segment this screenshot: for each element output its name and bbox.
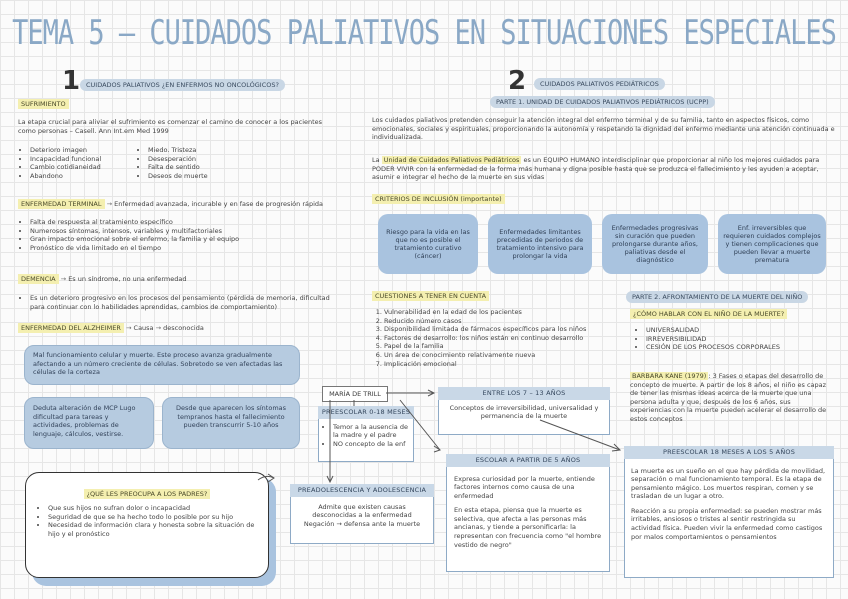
preescolar-18-5-title: PREESCOLAR 18 MESES A LOS 5 AÑOS	[624, 446, 834, 459]
demencia-label: DEMENCIA	[18, 274, 59, 284]
demencia-text: Es un síndrome, no una enfermedad	[68, 275, 187, 283]
criterio-box-2: Enfermedades limitantes precedidas de periodos de tratamiento intensivo para prolongar la vida	[488, 214, 592, 274]
criterio-box-3: Enfermedades progresivas sin curación que pueden prolongarse durante años, paliativas desde el diagnóstico	[602, 214, 708, 274]
list-item: • Que sus hijos no sufran dolor o incapacidad	[48, 504, 256, 513]
alzheimer-label: ENFERMEDAD DEL ALZHEIMER	[18, 323, 124, 333]
list-item: • Necesidad de información clara y honesta sobre la situación de hijo y el pronóstico	[48, 521, 256, 538]
terminal-text: Enfermedad avanzada, incurable y en fase de progresión rápida	[114, 200, 324, 208]
arrow-icon: →	[155, 324, 162, 332]
connector-pre18	[540, 420, 620, 450]
section-1-heading: CUIDADOS PALIATIVOS ¿EN ENFERMOS NO ONCOLÓGICOS?	[80, 79, 285, 91]
list-item: • Pronóstico de vida limitado en el tiempo	[30, 244, 340, 253]
escolar-5-text-1: Expresa curiosidad por la muerte, entiende factores internos como causa de una enfermedad	[454, 474, 595, 500]
list-item: 6. Un área de conocimiento relativamente nueva	[384, 351, 622, 360]
arrow-icon: →	[126, 324, 132, 332]
list-item: • Miedo. Tristeza	[148, 146, 258, 155]
kane-highlight: BARBARA KANE (1979)	[632, 372, 707, 380]
arrow-icon: →	[60, 275, 67, 283]
list-item: • Incapacidad funcional	[30, 155, 140, 164]
list-item: • UNIVERSALIDAD	[646, 326, 836, 335]
intro-text: Los cuidados paliativos pretenden conseguir la atención integral del enfermo terminal y de su familia, tanto en aspectos físicos, como emocionales, sociales y espirituales, proporcionando la autonomía y respetando la dignidad del enfermo mediante una atención continuada e individualizada.	[372, 116, 835, 142]
ucpp-rest: es un EQUIPO HUMANO interdisciplinar que proporcionar al niño los mejores cuidados para PODER VIVIR con la enfermedad de la forma más humana y digna posible hasta que se produzca el fallecimiento y les ayuden a aceptar, asumir e integrar el hecho de la muerte en sus vidas	[372, 156, 820, 182]
cuestiones-label: CUESTIONES A TENER EN CUENTA	[372, 291, 489, 301]
entre-7-13-title: ENTRE LOS 7 – 13 AÑOS	[438, 387, 610, 400]
preadolescencia-text: Admite que existen causas desconocidas a la enfermedad Negación → defensa ante la muerte	[303, 502, 421, 528]
part-2-heading: PARTE 2. AFRONTAMIENTO DE LA MUERTE DEL NIÑO	[626, 291, 808, 303]
list-item: • Temor a la ausencia de la madre y el padre	[333, 423, 409, 440]
section-number-2: 2	[508, 66, 527, 96]
connector-escolar	[400, 400, 440, 450]
list-item: • CESIÓN DE LOS PROCESOS CORPORALES	[646, 343, 836, 352]
list-item: • Gran impacto emocional sobre el enfermo, la familia y el equipo	[30, 235, 340, 244]
list-item: • Seguridad de que se ha hecho todo lo posible por su hijo	[48, 513, 256, 522]
arrow-icon: →	[106, 200, 113, 208]
ucpp-highlight: Unidad de Cuidados Paliativos Pediátricos	[383, 156, 520, 164]
list-item: • Deterioro imagen	[30, 146, 140, 155]
escolar-5-title: ESCOLAR A PARTIR DE 5 AÑOS	[446, 454, 610, 467]
list-item: • Es un deterioro progresivo en los procesos del pensamiento (pérdida de memoria, dificultad para continuar con lo habilidades aprendidas, cambios de comportamiento)	[30, 294, 345, 311]
arrowhead-icon	[268, 474, 274, 482]
list-item: • Falta de sentido	[148, 163, 258, 172]
padres-title: ¿QUÉ LES PREOCUPA A LOS PADRES?	[84, 489, 211, 499]
sufrimiento-text: La etapa crucial para aliviar el sufrimiento es comenzar el camino de conocer a los pacientes como personas – Casell. Ann Int.em Med 1999	[18, 118, 323, 135]
alzheimer-causa: Causa	[133, 324, 154, 332]
list-item: • Abandono	[30, 172, 140, 181]
list-item: 3. Disponibilidad limitada de fármacos específicos para los niños	[384, 325, 622, 334]
list-item: • NO concepto de la enf	[333, 440, 409, 449]
sufrimiento-label: SUFRIMIENTO	[18, 99, 69, 109]
list-item: • Cambio cotidianeidad	[30, 163, 140, 172]
list-item: 2. Reducido número casos	[384, 317, 622, 326]
page-title: TEMA 5 – CUIDADOS PALIATIVOS EN SITUACIONES ESPECIALES	[12, 14, 836, 53]
ucpp-prefix: La	[372, 156, 380, 164]
list-item: 1. Vulnerabilidad en la edad de los pacientes	[384, 308, 622, 317]
list-item: 4. Factores de desarrollo: los niños están en continuo desarrollo	[384, 334, 622, 343]
list-item: • IRREVERSIBILIDAD	[646, 335, 836, 344]
criterio-box-1: Riesgo para la vida en las que no es posible el tratamiento curativo (cáncer)	[378, 214, 478, 274]
alzheimer-desconocida: desconocida	[163, 324, 204, 332]
como-hablar: ¿CÓMO HABLAR CON EL NIÑO DE LA MUERTE?	[630, 309, 787, 319]
maria-de-trill-label: MARÍA DE TRILL	[322, 386, 388, 402]
section-number-1: 1	[62, 66, 81, 96]
alzheimer-box-1: Mal funcionamiento celular y muerte. Este proceso avanza gradualmente afectando a un número creciente de células. Sobretodo se ven afectadas las células de la corteza	[24, 345, 300, 385]
part-1-heading: PARTE 1. UNIDAD DE CUIDADOS PALIATIVOS PEDIÁTRICOS (UCPP)	[490, 96, 715, 108]
preescolar-0-18-title: PREESCOLAR 0-18 MESES	[318, 406, 414, 419]
list-item: 7. Implicación emocional	[384, 360, 622, 369]
preescolar-18-5-text-1: La muerte es un sueño en el que hay pérdida de movilidad, separación o mal funcionamiento temporal. Es la etapa de pensamiento mágico. Los muertos respiran, comen y se trasladan de un lugar a otro.	[631, 466, 826, 501]
alzheimer-box-2: Deduta alteración de MCP Lugo dificultad para tareas y actividades, problemas de lenguaje, cálculos, vestirse.	[24, 397, 154, 449]
list-item: • Numerosos síntomas, intensos, variables y multifactoriales	[30, 227, 340, 236]
kane-body: : 3 Fases o etapas del desarrollo de concepto de muerte. A partir de los 8 años, el niño es capaz de tener las mismas ideas acerca de la muerte que una persona adulta y que, después de los 6 años, sus experiencias con la muerte pueden acelerar el desarrollo de estos conceptos	[630, 372, 827, 423]
entre-7-13-text: Conceptos de irreversibilidad, universalidad y permanencia de la muerte	[449, 403, 599, 421]
escolar-5-text-2: En esta etapa, piensa que la muerte es selectiva, que afecta a las personas más ancianas, y tiende a personificarla: la representan con frecuencia como "el hombre vestido de negro"	[454, 506, 602, 549]
preescolar-18-5-text-2: Reacción a su propia enfermedad: se pueden mostrar más irritables, ansiosos o tristes al sentir restringida su actividad física. Pueden vivir la enfermedad como castigos por malos comportamientos o pensamientos	[631, 506, 823, 541]
list-item: 5. Papel de la familia	[384, 342, 622, 351]
list-item: • Desesperación	[148, 155, 258, 164]
list-item: • Deseos de muerte	[148, 172, 258, 181]
criterios-label: CRITERIOS DE INCLUSIÓN (importante)	[372, 194, 505, 204]
section-2-heading: CUIDADOS PALIATIVOS PEDIÁTRICOS	[534, 78, 665, 90]
criterio-box-4: Enf. irreversibles que requieren cuidados complejos y tienen complicaciones que pueden llevar a muerte prematura	[718, 214, 826, 274]
terminal-label: ENFERMEDAD TERMINAL	[18, 199, 105, 209]
list-item: • Falta de respuesta al tratamiento específico	[30, 218, 340, 227]
alzheimer-box-3: Desde que aparecen los síntomas tempranos hasta el fallecimiento pueden transcurrir 5-10 años	[162, 397, 300, 449]
preadolescencia-title: PREADOLESCENCIA Y ADOLESCENCIA	[290, 484, 434, 497]
